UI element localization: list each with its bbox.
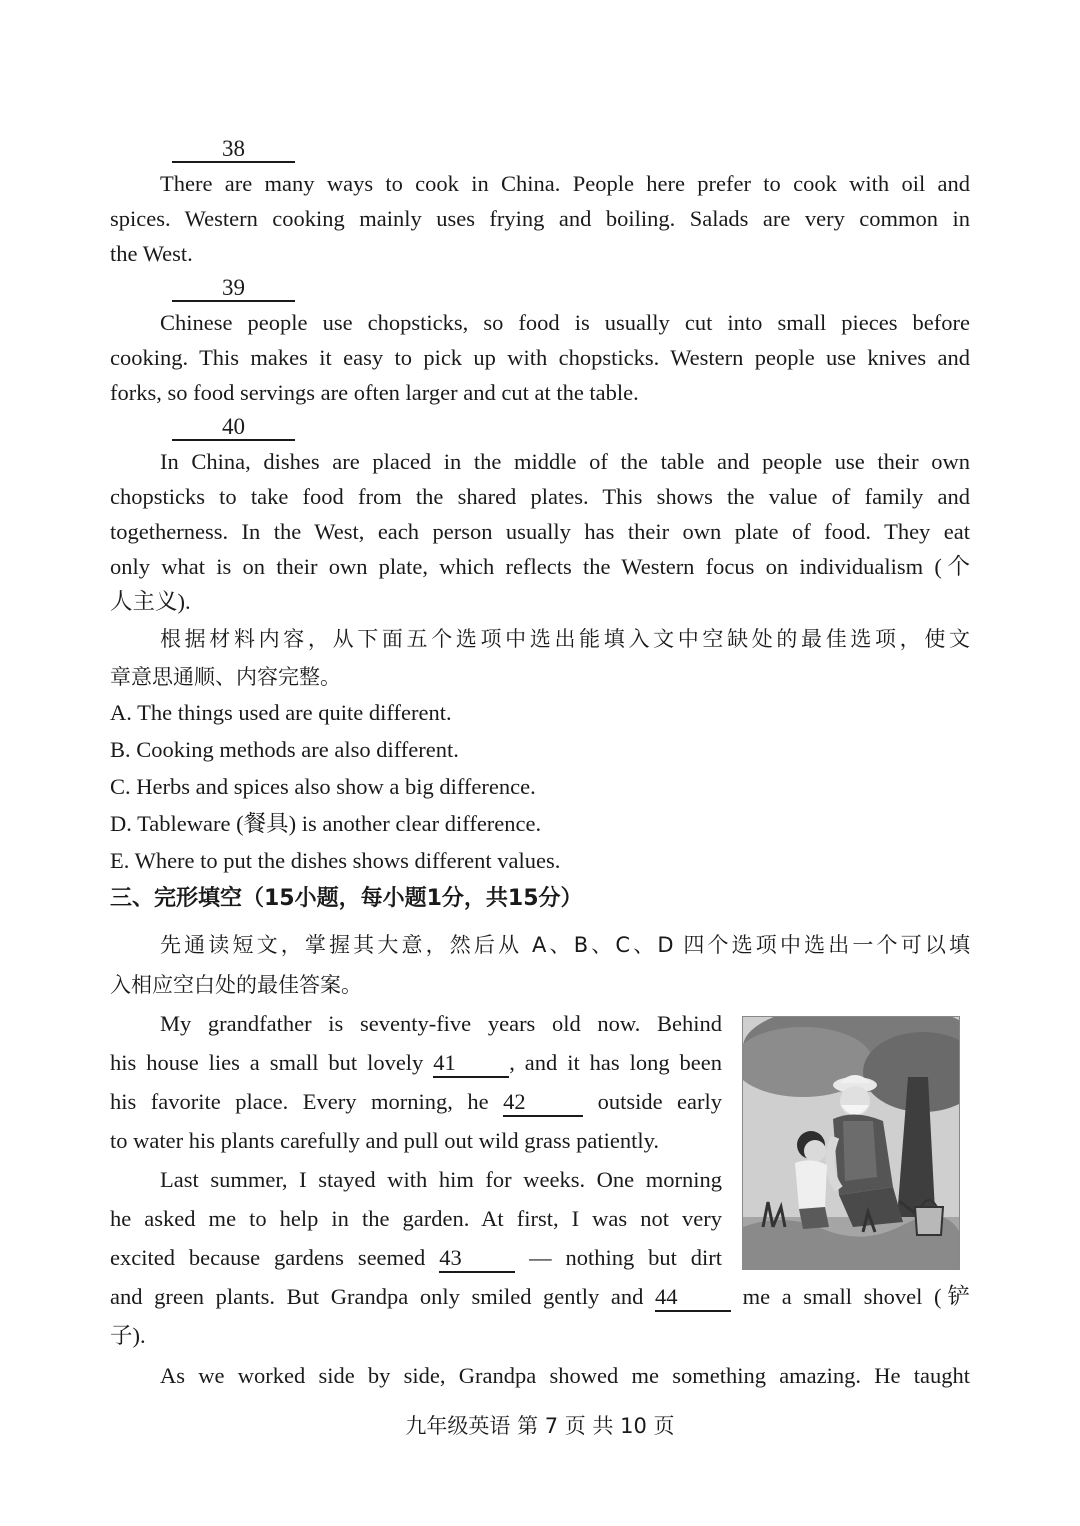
option-d: D. Tableware (餐具) is another clear difference.: [110, 811, 542, 836]
text-line: My grandfather is seventy-five years old now. Behind: [160, 1011, 722, 1036]
text-line: [110, 1238, 722, 1277]
text-line: cooking. This makes it easy to pick up with chopsticks. Western people use knives and: [110, 345, 970, 370]
text-line: the West.: [110, 241, 193, 266]
text-line: chopsticks to take food from the shared plates. This shows the value of family and: [110, 484, 970, 509]
blank-44: 44: [655, 1284, 731, 1312]
text-line: only what is on their own plate, which reflects the Western focus on individualism (个: [110, 554, 970, 579]
instruction-cloze: [110, 925, 970, 1005]
blank-43: 43: [439, 1245, 515, 1273]
text-line: to water his plants carefully and pull out wild grass patiently.: [110, 1128, 660, 1153]
text-span: outside early: [597, 1089, 723, 1114]
text-span: — nothing but dirt: [529, 1245, 723, 1270]
text-line: [110, 1082, 722, 1121]
text-line: 章意思通顺、内容完整。: [110, 665, 341, 689]
text-line: forks, so food servings are often larger and cut at the table.: [110, 380, 639, 405]
gardening-illustration-svg: [743, 1017, 959, 1269]
cloze-paragraph-3: [110, 1356, 970, 1395]
text-line: he asked me to help in the garden. At first, I was not very: [110, 1206, 722, 1231]
text-span: , and it has long been: [509, 1050, 722, 1075]
paragraph-40: [110, 444, 970, 619]
option-b: B. Cooking methods are also different.: [110, 737, 459, 762]
cloze-paragraph-2: [110, 1160, 722, 1277]
page-footer: 九年级英语 第 7 页 共 10 页: [405, 1414, 675, 1438]
option-a: A. The things used are quite different.: [110, 700, 452, 725]
text-line: 子).: [110, 1323, 146, 1348]
text-line: 先通读短文，掌握其大意，然后从 A、B、C、D 四个选项中选出一个可以填: [160, 933, 970, 957]
option-c: C. Herbs and spices also show a big difference.: [110, 774, 536, 799]
blank-40: 40: [172, 414, 295, 441]
blank-38: 38: [172, 136, 295, 163]
text-line: 根据材料内容，从下面五个选项中选出能填入文中空缺处的最佳选项，使文: [160, 627, 970, 651]
instruction-task-2: [110, 620, 970, 696]
paragraph-38: [110, 166, 970, 271]
text-line: [110, 1277, 970, 1316]
text-line: [110, 1043, 722, 1082]
text-line: As we worked side by side, Grandpa showed me something amazing. He taught: [160, 1363, 970, 1388]
option-e: E. Where to put the dishes shows different values.: [110, 848, 561, 873]
text-line: There are many ways to cook in China. People here prefer to cook with oil and: [160, 171, 970, 196]
blank-41: 41: [433, 1050, 509, 1078]
blank-39: 39: [172, 275, 295, 302]
cloze-paragraph-2-cont: [110, 1277, 970, 1355]
blank-42: 42: [503, 1089, 583, 1117]
text-line: 人主义).: [110, 589, 191, 614]
text-span: his favorite place. Every morning, he: [110, 1089, 489, 1114]
paragraph-39: [110, 305, 970, 410]
text-span: excited because gardens seemed: [110, 1245, 426, 1270]
cloze-paragraph-1: [110, 1004, 722, 1160]
section-title: 三、完形填空（15小题，每小题1分，共15分）: [110, 886, 583, 911]
text-line: In China, dishes are placed in the middle of the table and people use their own: [160, 449, 970, 474]
text-line: spices. Western cooking mainly uses frying and boiling. Salads are very common in: [110, 206, 970, 231]
text-line: Last summer, I stayed with him for weeks. One morning: [160, 1167, 722, 1192]
text-line: togetherness. In the West, each person usually has their own plate of food. They eat: [110, 519, 970, 544]
text-line: 入相应空白处的最佳答案。: [110, 973, 362, 997]
text-line: Chinese people use chopsticks, so food is usually cut into small pieces before: [160, 310, 970, 335]
gardening-illustration: [742, 1016, 960, 1270]
text-span: and green plants. But Grandpa only smiled gently and: [110, 1284, 644, 1309]
text-span: me a small shovel (铲: [742, 1284, 970, 1309]
text-span: his house lies a small but lovely: [110, 1050, 424, 1075]
